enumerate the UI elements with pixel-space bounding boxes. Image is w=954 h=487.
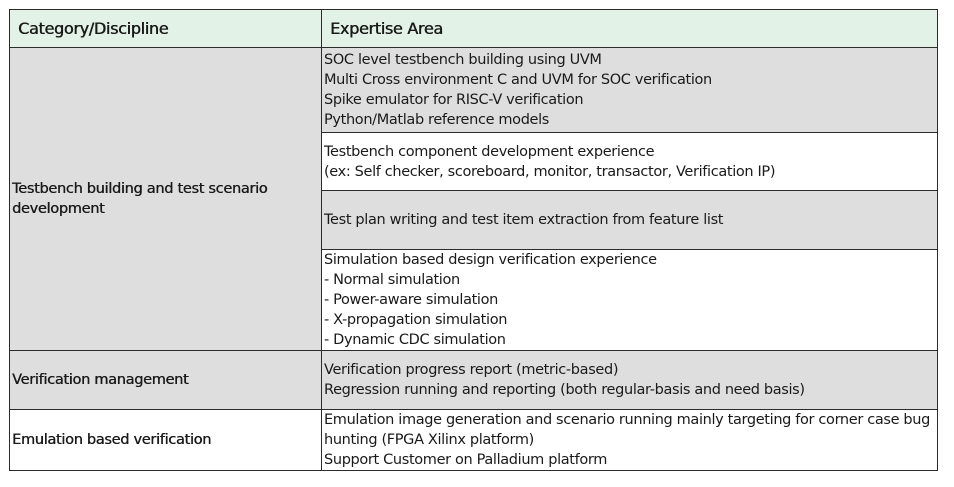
- expertise-cell: [322, 351, 938, 410]
- header-expertise-area: Expertise Area: [322, 10, 938, 48]
- expertise-line: Emulation image generation and scenario running mainly targeting for corner case bug hunting (FPGA Xilinx platform): [324, 412, 930, 448]
- expertise-table-container: [9, 9, 938, 471]
- expertise-line: Python/Matlab reference models: [324, 112, 550, 128]
- expertise-line: - Power-aware simulation: [324, 292, 498, 308]
- expertise-cell: [322, 133, 938, 191]
- expertise-line: Testbench component development experience: [324, 143, 655, 160]
- expertise-cell: [322, 250, 938, 351]
- expertise-line: Regression running and reporting (both regular-basis and need basis): [324, 382, 805, 398]
- expertise-line: - Normal simulation: [324, 272, 460, 288]
- expertise-line: Test plan writing and test item extraction from feature list: [324, 212, 724, 228]
- expertise-cell: [322, 48, 938, 133]
- expertise-line: SOC level testbench building using UVM: [324, 52, 602, 68]
- expertise-cell: [322, 410, 938, 471]
- expertise-line: - Dynamic CDC simulation: [324, 332, 506, 348]
- category-cell: Emulation based verification: [10, 410, 322, 471]
- category-cell: Verification management: [10, 351, 322, 410]
- expertise-line: Support Customer on Palladium platform: [324, 452, 608, 468]
- expertise-line: Simulation based design verification experience: [324, 252, 657, 268]
- table-row: [10, 410, 938, 471]
- expertise-table: [9, 9, 938, 471]
- table-row: [10, 48, 938, 133]
- expertise-cell: [322, 191, 938, 250]
- category-cell: Testbench building and test scenario development: [10, 48, 322, 351]
- expertise-line: Multi Cross environment C and UVM for SOC verification: [324, 72, 712, 88]
- table-row: [10, 351, 938, 410]
- expertise-line: (ex: Self checker, scoreboard, monitor, transactor, Verification IP): [324, 163, 776, 180]
- expertise-line: - X-propagation simulation: [324, 312, 508, 328]
- header-category: Category/Discipline: [10, 10, 322, 48]
- expertise-line: Spike emulator for RISC-V verification: [324, 92, 584, 108]
- expertise-line: Verification progress report (metric-based): [324, 362, 619, 378]
- table-header-row: [10, 10, 938, 48]
